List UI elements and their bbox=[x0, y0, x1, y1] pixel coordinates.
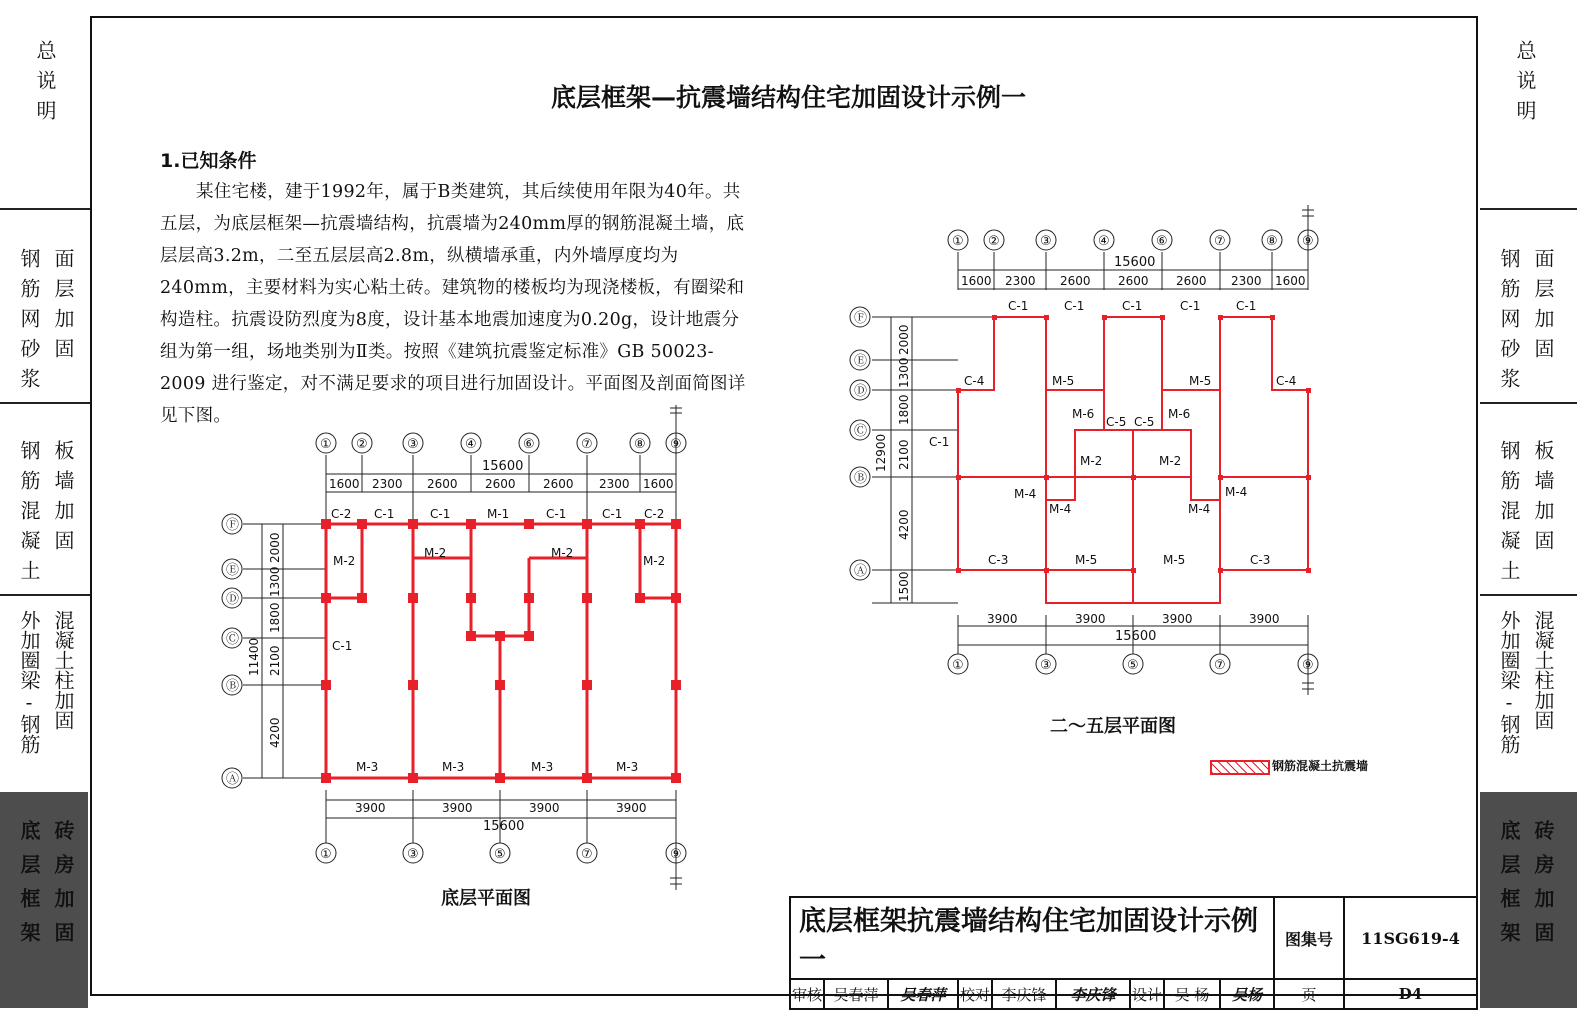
right-tab-ring-beam[interactable] bbox=[1480, 610, 1568, 790]
window-label: C-2 bbox=[331, 507, 352, 521]
door-label: M-5 bbox=[1052, 374, 1075, 388]
window-label: C-1 bbox=[546, 507, 567, 521]
axis-label: ⑨ bbox=[1302, 658, 1314, 673]
ground-floor-plan bbox=[210, 400, 710, 900]
tab-text: 混凝土柱加固 bbox=[51, 610, 75, 730]
checker-name: 李庆锋 bbox=[992, 979, 1056, 1009]
tab-text: 砖房加固 bbox=[1531, 820, 1555, 956]
dimension: 4200 bbox=[897, 509, 911, 540]
axis-label: ① bbox=[320, 437, 332, 452]
dimension: 2600 bbox=[1118, 274, 1149, 288]
ground-plan-caption: 底层平面图 bbox=[441, 888, 531, 909]
dimension: 2600 bbox=[485, 477, 516, 491]
axis-label: ⑨ bbox=[670, 437, 682, 452]
left-tab-mesh-mortar[interactable] bbox=[0, 248, 88, 398]
axis-label: ⑥ bbox=[1156, 234, 1168, 249]
dimension: 2600 bbox=[427, 477, 458, 491]
dimension: 2300 bbox=[599, 477, 630, 491]
tab-text: 混凝土柱加固 bbox=[1531, 610, 1555, 730]
tab-text: 外加圈梁-钢筋 bbox=[1497, 610, 1521, 754]
dimension-total: 15600 bbox=[482, 459, 524, 474]
page-label: 页 bbox=[1274, 979, 1344, 1009]
section-heading: 1.已知条件 bbox=[160, 150, 257, 172]
axis-label: ⑦ bbox=[1214, 234, 1226, 249]
legend-swatch bbox=[1210, 760, 1270, 775]
tab-text: 外加圈梁-钢筋 bbox=[17, 610, 41, 754]
axis-label: ③ bbox=[1040, 658, 1052, 673]
dimension: 3900 bbox=[529, 801, 560, 815]
tab-text: 钢筋混凝土 bbox=[1497, 440, 1521, 590]
window-label: C-1 bbox=[1064, 299, 1085, 313]
door-label: M-6 bbox=[1072, 407, 1095, 421]
window-label: C-2 bbox=[644, 507, 665, 521]
window-label: C-1 bbox=[1180, 299, 1201, 313]
dimension: 3900 bbox=[616, 801, 647, 815]
door-label: M-4 bbox=[1225, 485, 1248, 499]
axis-label: ⑨ bbox=[1302, 234, 1314, 249]
review-signature: 吴春萍 bbox=[888, 979, 958, 1009]
design-label: 设计 bbox=[1130, 979, 1164, 1009]
door-label: M-2 bbox=[1159, 454, 1182, 468]
page-title: 底层框架—抗震墙结构住宅加固设计示例一 bbox=[550, 83, 1026, 112]
window-label: C-1 bbox=[1122, 299, 1143, 313]
axis-label: ⑦ bbox=[581, 847, 593, 862]
door-label: M-1 bbox=[487, 507, 510, 521]
tab-text: 面层加固 bbox=[1531, 248, 1555, 368]
axis-label: Ⓒ bbox=[854, 424, 868, 439]
title-block-title: 底层框架抗震墙结构住宅加固设计示例一 bbox=[790, 897, 1274, 979]
right-tab-rc-wall[interactable] bbox=[1480, 440, 1568, 590]
tab-text: 面层加固 bbox=[51, 248, 75, 368]
dimension-total: 15600 bbox=[483, 819, 525, 834]
door-label: M-5 bbox=[1075, 553, 1098, 567]
axis-label: Ⓐ bbox=[226, 772, 240, 787]
tab-text: 底层框架 bbox=[17, 820, 41, 956]
condition-paragraph: 某住宅楼，建于1992年，属于B类建筑，其后续使用年限为40年。共五层，为底层框架—抗震墙结构，抗震墙为240mm厚的钢筋混凝土墙，底层层高3.2m，二至五层层高2.8m，纵横墙承重，内外墙厚度均为240mm，主要材料为实心粘土砖。建筑物的楼板均为现浇楼板，有圈梁和构造柱。抗震设防烈度为8度，设计基本地震加速度为0.20g，设计地震分组为第一组，场地类别为Ⅱ类。按照《建筑抗震鉴定标准》GB 50023-2009 进行鉴定，对不满足要求的项目进行加固设计。平面图及剖面简图详见下图。 bbox=[160, 182, 746, 426]
left-tab-rc-wall[interactable] bbox=[0, 440, 88, 590]
axis-label: ⑤ bbox=[1127, 658, 1139, 673]
tab-text: 砖房加固 bbox=[51, 820, 75, 956]
axis-label: ③ bbox=[407, 847, 419, 862]
dimension: 2300 bbox=[1005, 274, 1036, 288]
page-number: D4 bbox=[1344, 979, 1477, 1009]
door-label: M-2 bbox=[424, 546, 447, 560]
door-label: M-2 bbox=[1080, 454, 1103, 468]
door-label: M-6 bbox=[1168, 407, 1191, 421]
axis-label: ⑧ bbox=[1266, 234, 1278, 249]
tab-text: 板墙加固 bbox=[1531, 440, 1555, 560]
upper-plan-caption: 二～五层平面图 bbox=[1050, 716, 1176, 737]
dimension: 2100 bbox=[897, 439, 911, 470]
axis-label: Ⓑ bbox=[854, 471, 868, 486]
dimension: 1300 bbox=[897, 357, 911, 388]
axis-label: ① bbox=[952, 234, 964, 249]
dimension: 3900 bbox=[1075, 612, 1106, 626]
axis-label: Ⓕ bbox=[854, 311, 868, 326]
tab-divider bbox=[0, 594, 90, 596]
axis-label: Ⓑ bbox=[226, 679, 240, 694]
dimension: 2300 bbox=[1231, 274, 1262, 288]
window-label: C-1 bbox=[1008, 299, 1029, 313]
door-label: M-3 bbox=[616, 760, 639, 774]
tab-text: 钢筋混凝土 bbox=[17, 440, 41, 590]
dimension: 1300 bbox=[268, 566, 282, 597]
door-label: M-5 bbox=[1163, 553, 1186, 567]
window-label: C-3 bbox=[988, 553, 1009, 567]
legend-text: 钢筋混凝土抗震墙 bbox=[1272, 759, 1369, 773]
dimension: 3900 bbox=[442, 801, 473, 815]
axis-label: ④ bbox=[465, 437, 477, 452]
axis-label: ② bbox=[356, 437, 368, 452]
dimension: 2600 bbox=[1176, 274, 1207, 288]
dimension: 1600 bbox=[1275, 274, 1306, 288]
left-tab-bottom-frame[interactable] bbox=[0, 792, 88, 1008]
tab-divider bbox=[1480, 594, 1577, 596]
door-label: M-5 bbox=[1189, 374, 1212, 388]
door-label: M-4 bbox=[1188, 502, 1211, 516]
dimension-total: 15600 bbox=[1114, 255, 1156, 270]
dimension: 2000 bbox=[897, 324, 911, 355]
designer-name: 吴 杨 bbox=[1164, 979, 1220, 1009]
window-label: C-1 bbox=[374, 507, 395, 521]
tab-text: 板墙加固 bbox=[51, 440, 75, 560]
axis-label: ⑦ bbox=[1214, 658, 1226, 673]
axis-bubbles-top bbox=[316, 433, 686, 453]
tab-text: 总说明 bbox=[1513, 40, 1537, 130]
right-tab-general[interactable] bbox=[1480, 40, 1568, 200]
dimension: 1600 bbox=[643, 477, 674, 491]
dimension: 4200 bbox=[268, 717, 282, 748]
axis-label: Ⓔ bbox=[226, 563, 240, 578]
dimension: 2600 bbox=[543, 477, 574, 491]
dimension: 1600 bbox=[329, 477, 360, 491]
axis-label: ② bbox=[988, 234, 1000, 249]
tab-divider bbox=[0, 402, 90, 404]
door-label: M-3 bbox=[356, 760, 379, 774]
window-label: C-1 bbox=[602, 507, 623, 521]
axis-label: ⑦ bbox=[581, 437, 593, 452]
dimension: 2000 bbox=[268, 532, 282, 563]
door-label: M-3 bbox=[531, 760, 554, 774]
left-tab-ring-beam[interactable] bbox=[0, 610, 88, 790]
dimension-total: 11400 bbox=[247, 637, 261, 676]
dimension: 1800 bbox=[268, 602, 282, 633]
window-label: C-5 bbox=[1106, 415, 1127, 429]
rc-walls bbox=[326, 524, 676, 778]
dimension-total: 12900 bbox=[874, 433, 888, 472]
window-label: C-5 bbox=[1134, 415, 1155, 429]
axis-label: Ⓕ bbox=[226, 518, 240, 533]
dimension: 3900 bbox=[1162, 612, 1193, 626]
axis-label: ③ bbox=[407, 437, 419, 452]
dimension: 1500 bbox=[897, 571, 911, 602]
window-label: C-1 bbox=[430, 507, 451, 521]
window-label: C-3 bbox=[1250, 553, 1271, 567]
review-label: 审核 bbox=[790, 979, 824, 1009]
door-label: M-2 bbox=[333, 554, 356, 568]
tab-text: 总说明 bbox=[33, 40, 57, 130]
check-signature: 李庆锋 bbox=[1056, 979, 1130, 1009]
dimension: 3900 bbox=[1249, 612, 1280, 626]
dimension: 2600 bbox=[1060, 274, 1091, 288]
door-label: M-4 bbox=[1049, 502, 1072, 516]
axis-label: ⑧ bbox=[634, 437, 646, 452]
axis-label: ⑥ bbox=[523, 437, 535, 452]
axis-label: ⑨ bbox=[670, 847, 682, 862]
left-tab-general[interactable] bbox=[0, 40, 88, 200]
tab-divider bbox=[0, 208, 90, 210]
window-label: C-1 bbox=[332, 639, 353, 653]
tab-divider bbox=[1480, 402, 1577, 404]
axis-label: ⑤ bbox=[494, 847, 506, 862]
tab-text: 底层框架 bbox=[1497, 820, 1521, 956]
axis-label: ① bbox=[952, 658, 964, 673]
dimension-total: 15600 bbox=[1115, 629, 1157, 644]
check-label: 校对 bbox=[958, 979, 992, 1009]
axis-label: ① bbox=[320, 847, 332, 862]
axis-label: ④ bbox=[1098, 234, 1110, 249]
tab-text: 钢筋网砂浆 bbox=[1497, 248, 1521, 398]
axis-label: Ⓓ bbox=[854, 384, 868, 399]
right-tab-mesh-mortar[interactable] bbox=[1480, 248, 1568, 398]
door-label: M-3 bbox=[442, 760, 465, 774]
axis-label: Ⓓ bbox=[226, 592, 240, 607]
dimension: 1800 bbox=[897, 394, 911, 425]
axis-label: ③ bbox=[1040, 234, 1052, 249]
dimension: 1600 bbox=[961, 274, 992, 288]
window-label: C-1 bbox=[929, 435, 950, 449]
window-label: C-1 bbox=[1236, 299, 1257, 313]
door-label: M-4 bbox=[1014, 487, 1037, 501]
reviewer-name: 吴春萍 bbox=[824, 979, 888, 1009]
atlas-number: 11SG619-4 bbox=[1344, 897, 1477, 979]
axis-label: Ⓐ bbox=[854, 564, 868, 579]
upper-floor-plan bbox=[840, 200, 1340, 700]
design-signature: 吴杨 bbox=[1220, 979, 1274, 1009]
axis-label: Ⓔ bbox=[854, 354, 868, 369]
dimension: 2300 bbox=[372, 477, 403, 491]
title-block bbox=[789, 896, 1478, 1004]
atlas-label: 图集号 bbox=[1274, 897, 1344, 979]
dimension: 3900 bbox=[355, 801, 386, 815]
dimension: 3900 bbox=[987, 612, 1018, 626]
dimension: 2100 bbox=[268, 645, 282, 676]
tab-text: 钢筋网砂浆 bbox=[17, 248, 41, 398]
door-label: M-2 bbox=[551, 546, 574, 560]
window-label: C-4 bbox=[1276, 374, 1297, 388]
door-label: M-2 bbox=[643, 554, 666, 568]
tab-divider bbox=[1480, 208, 1577, 210]
window-label: C-4 bbox=[964, 374, 985, 388]
right-tab-bottom-frame[interactable] bbox=[1480, 792, 1577, 1008]
axis-label: Ⓒ bbox=[226, 632, 240, 647]
